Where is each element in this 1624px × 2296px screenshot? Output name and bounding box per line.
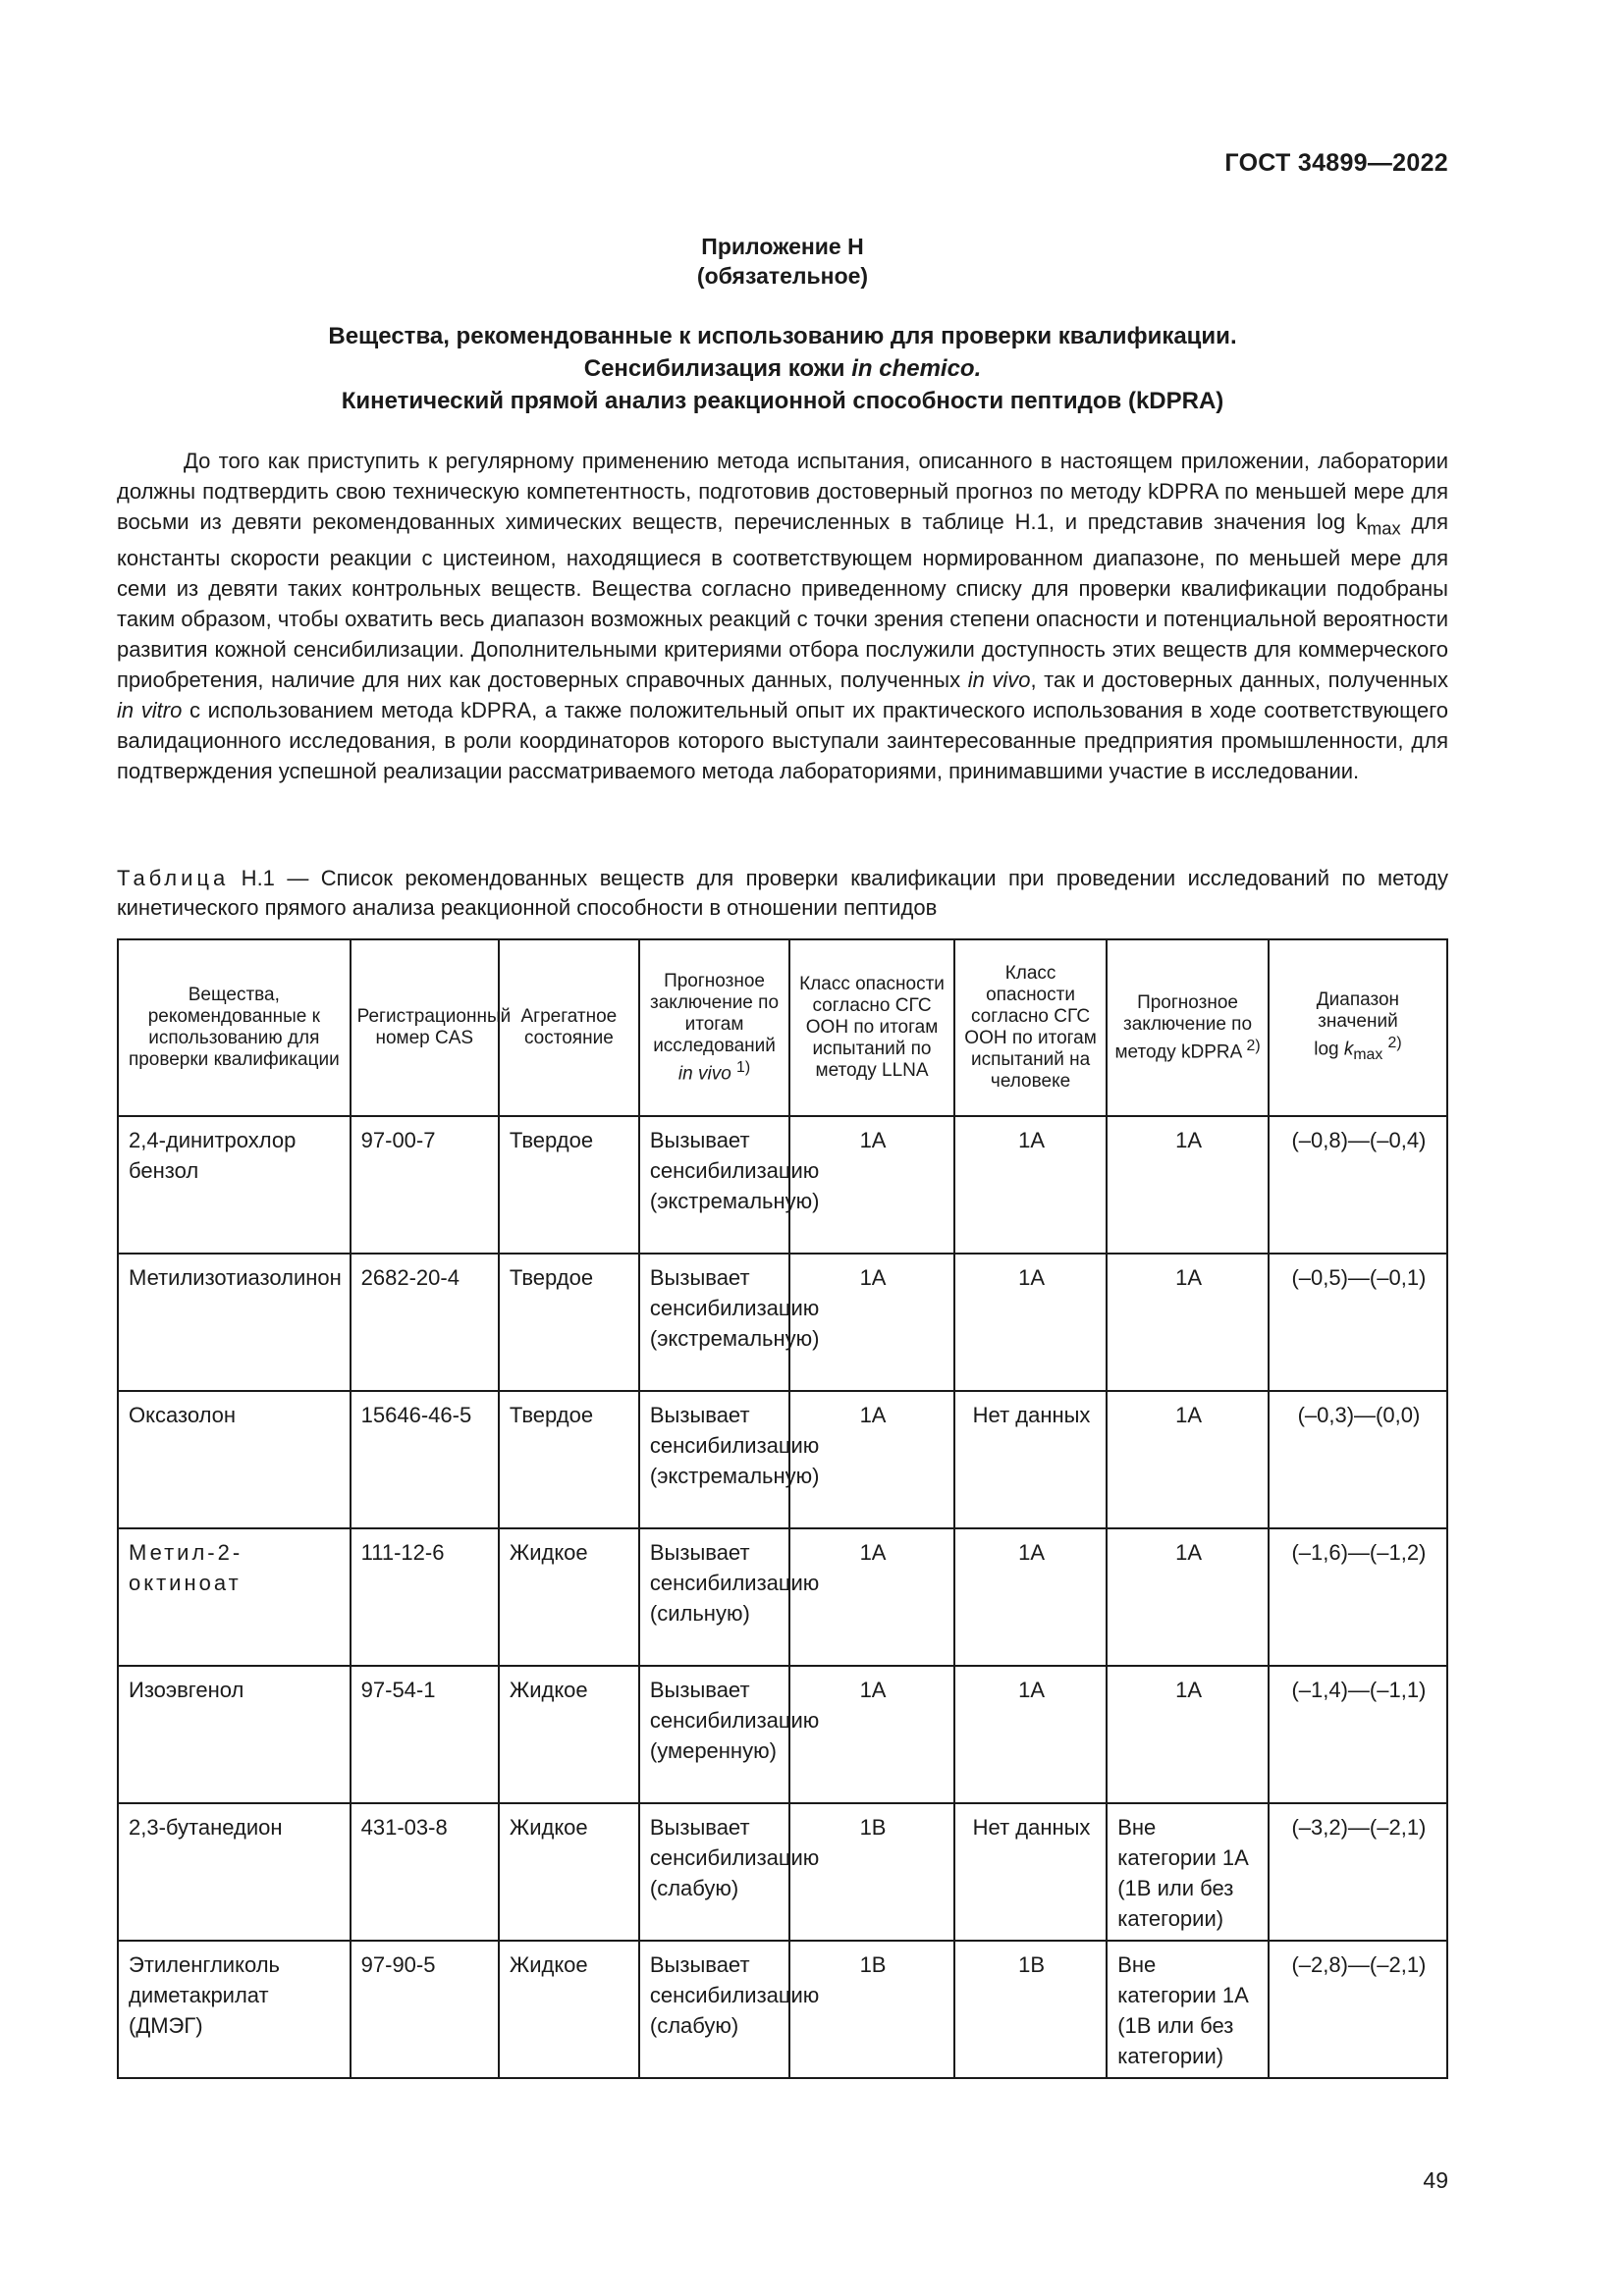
substances-table [117, 938, 1448, 2079]
cell-state: Твердое [499, 1116, 639, 1254]
cell-kdpra: 1А [1107, 1666, 1269, 1803]
cell-cas: 2682-20-4 [351, 1254, 499, 1391]
cell-range: (–3,2)—(–2,1) [1269, 1803, 1447, 1941]
cell-substance: Метилизотиазолинон [118, 1254, 351, 1391]
cell-llna: 1А [789, 1116, 954, 1254]
table-row [118, 1666, 1447, 1803]
table-row [118, 1254, 1447, 1391]
intro-part-4: с использованием метода kDPRA, а также положительный опыт их практического использования в ходе соответствующего валидационного исследования, в роли координаторов которого выступали заинтересованные предприятия промышленности, для подтверждения успешной реализации рассматриваемого метода лабораториями, принимавшими участие в исследовании. [117, 698, 1448, 784]
annex-status: (обязательное) [696, 263, 869, 289]
cell-kdpra: 1А [1107, 1254, 1269, 1391]
table-row [118, 1803, 1447, 1941]
header-llna: Класс опасности согласно СГС ООН по итогам испытаний по методу LLNA [789, 939, 954, 1116]
table-row [118, 1391, 1447, 1528]
cell-human: 1А [954, 1666, 1107, 1803]
cell-state: Жидкое [499, 1666, 639, 1803]
table-header-row [118, 939, 1447, 1116]
header-kdpra-text: Прогнозное заключение по методу kDPRA [1114, 991, 1253, 1063]
cell-llna: 1А [789, 1666, 954, 1803]
header-range [1269, 939, 1447, 1116]
cell-cas: 97-54-1 [351, 1666, 499, 1803]
cell-llna: 1А [789, 1528, 954, 1666]
cell-invivo: Вызывает сенсибилизацию (экстремальную) [639, 1254, 789, 1391]
cell-state: Жидкое [499, 1528, 639, 1666]
cell-state: Твердое [499, 1254, 639, 1391]
intro-part-3: , так и достоверных данных, полученных [1030, 667, 1448, 693]
cell-state: Твердое [499, 1391, 639, 1528]
cell-invivo: Вызывает сенсибилизацию (экстремальную) [639, 1116, 789, 1254]
annex-heading [117, 232, 1448, 291]
cell-range: (–2,8)—(–2,1) [1269, 1941, 1447, 2078]
cell-kdpra: 1А [1107, 1391, 1269, 1528]
cell-substance: Этиленгликоль диметакрилат (ДМЭГ) [118, 1941, 351, 2078]
header-kdpra-sup: 2) [1246, 1037, 1261, 1054]
cell-kdpra: Вне категории 1А (1В или без категории) [1107, 1803, 1269, 1941]
cell-human: 1В [954, 1941, 1107, 2078]
document-title [117, 320, 1448, 417]
cell-substance: 2,3-бутанедион [118, 1803, 351, 1941]
intro-paragraph [117, 446, 1448, 786]
header-invivo-a: Прогнозное заключение по итогам исследований [650, 970, 780, 1056]
cell-range: (–0,5)—(–0,1) [1269, 1254, 1447, 1391]
header-invivo-b: in vivo [677, 1063, 731, 1085]
cell-invivo: Вызывает сенсибилизацию (слабую) [639, 1803, 789, 1941]
cell-cas: 15646-46-5 [351, 1391, 499, 1528]
header-cas: Регистрационный номер CAS [351, 939, 499, 1116]
cell-invivo: Вызывает сенсибилизацию (слабую) [639, 1941, 789, 2078]
cell-cas: 97-00-7 [351, 1116, 499, 1254]
table-caption-text: Н.1 — Список рекомендованных веществ для проверки квалификации при проведении исследований по методу кинетического прямого анализа реакционной способности в отношении пептидов [117, 866, 1448, 920]
cell-human: 1А [954, 1116, 1107, 1254]
cell-human: 1А [954, 1254, 1107, 1391]
header-range-k: k [1343, 1039, 1354, 1060]
cell-state: Жидкое [499, 1941, 639, 2078]
cell-llna: 1В [789, 1941, 954, 2078]
cell-substance: 2,4-динитрохлор бензол [118, 1116, 351, 1254]
header-kdpra [1107, 939, 1269, 1116]
title-line-3: Кинетический прямой анализ реакционной способности пептидов (kDPRA) [341, 388, 1224, 414]
cell-range: (–0,3)—(0,0) [1269, 1391, 1447, 1528]
cell-kdpra: 1А [1107, 1528, 1269, 1666]
cell-llna: 1В [789, 1803, 954, 1941]
intro-in-vivo: in vivo [967, 667, 1031, 693]
header-state: Агрегатное состояние [499, 939, 639, 1116]
cell-state: Жидкое [499, 1803, 639, 1941]
standard-code: ГОСТ 34899—2022 [1224, 149, 1448, 177]
cell-llna: 1А [789, 1254, 954, 1391]
cell-cas: 431-03-8 [351, 1803, 499, 1941]
page-number: 49 [1423, 2167, 1448, 2193]
cell-llna: 1А [789, 1391, 954, 1528]
header-range-b: log [1314, 1039, 1344, 1060]
intro-in-vitro: in vitro [117, 698, 183, 723]
intro-sub-max: max [1367, 517, 1401, 539]
title-line-2b: in chemico. [851, 355, 982, 382]
header-invivo [639, 939, 789, 1116]
table-row [118, 1116, 1447, 1254]
table-row [118, 1528, 1447, 1666]
table-caption [117, 864, 1448, 923]
header-range-sub: max [1353, 1046, 1383, 1064]
cell-invivo: Вызывает сенсибилизацию (экстремальную) [639, 1391, 789, 1528]
cell-range: (–1,6)—(–1,2) [1269, 1528, 1447, 1666]
cell-invivo: Вызывает сенсибилизацию (сильную) [639, 1528, 789, 1666]
cell-substance: Оксазолон [118, 1391, 351, 1528]
cell-invivo: Вызывает сенсибилизацию (умеренную) [639, 1666, 789, 1803]
cell-human: 1А [954, 1528, 1107, 1666]
cell-range: (–1,4)—(–1,1) [1269, 1666, 1447, 1803]
intro-part-2: для константы скорости реакции с цистеином, находящиеся в соответствующем нормированном диапазоне, по меньшей мере для семи из девяти таких контрольных веществ. Вещества согласно приведенному списку для проверки квалификации подобраны таким образом, чтобы охватить весь диапазон возможных реакций с точки зрения степени опасности и потенциальной вероятности развития кожной сенсибилизации. Дополнительными критериями отбора послужили доступность этих веществ для коммерческого приобретения, наличие для них как достоверных справочных данных, полученных [117, 509, 1448, 693]
intro-part-1: До того как приступить к регулярному применению метода испытания, описанного в настоящем приложении, лаборатории должны подтвердить свою техническую компетентность, подготовив достоверный прогноз по методу kDPRA по меньшей мере для восьми из девяти рекомендованных химических веществ, перечисленных в таблице Н.1, и представив значения log k [117, 449, 1448, 534]
header-range-a: Диапазон значений [1316, 988, 1400, 1032]
table-row [118, 1941, 1447, 2078]
title-line-1: Вещества, рекомендованные к использованию для проверки квалификации. [328, 323, 1237, 349]
cell-range: (–0,8)—(–0,4) [1269, 1116, 1447, 1254]
annex-title: Приложение Н [701, 234, 864, 259]
cell-human: Нет данных [954, 1391, 1107, 1528]
cell-cas: 111-12-6 [351, 1528, 499, 1666]
cell-cas: 97-90-5 [351, 1941, 499, 2078]
cell-substance: Изоэвгенол [118, 1666, 351, 1803]
cell-kdpra: 1А [1107, 1116, 1269, 1254]
header-invivo-sup: 1) [736, 1058, 751, 1076]
table-caption-label: Таблица [117, 866, 230, 890]
cell-kdpra: Вне категории 1А (1В или без категории) [1107, 1941, 1269, 2078]
header-range-sup: 2) [1387, 1034, 1402, 1051]
cell-human: Нет данных [954, 1803, 1107, 1941]
header-human: Класс опасности согласно СГС ООН по итогам испытаний на человеке [954, 939, 1107, 1116]
cell-substance: Метил-2-октиноат [118, 1528, 351, 1666]
title-line-2 [117, 352, 1448, 385]
title-line-2a: Сенсибилизация кожи [583, 355, 852, 382]
header-substance: Вещества, рекомендованные к использованию для проверки квалификации [118, 939, 351, 1116]
